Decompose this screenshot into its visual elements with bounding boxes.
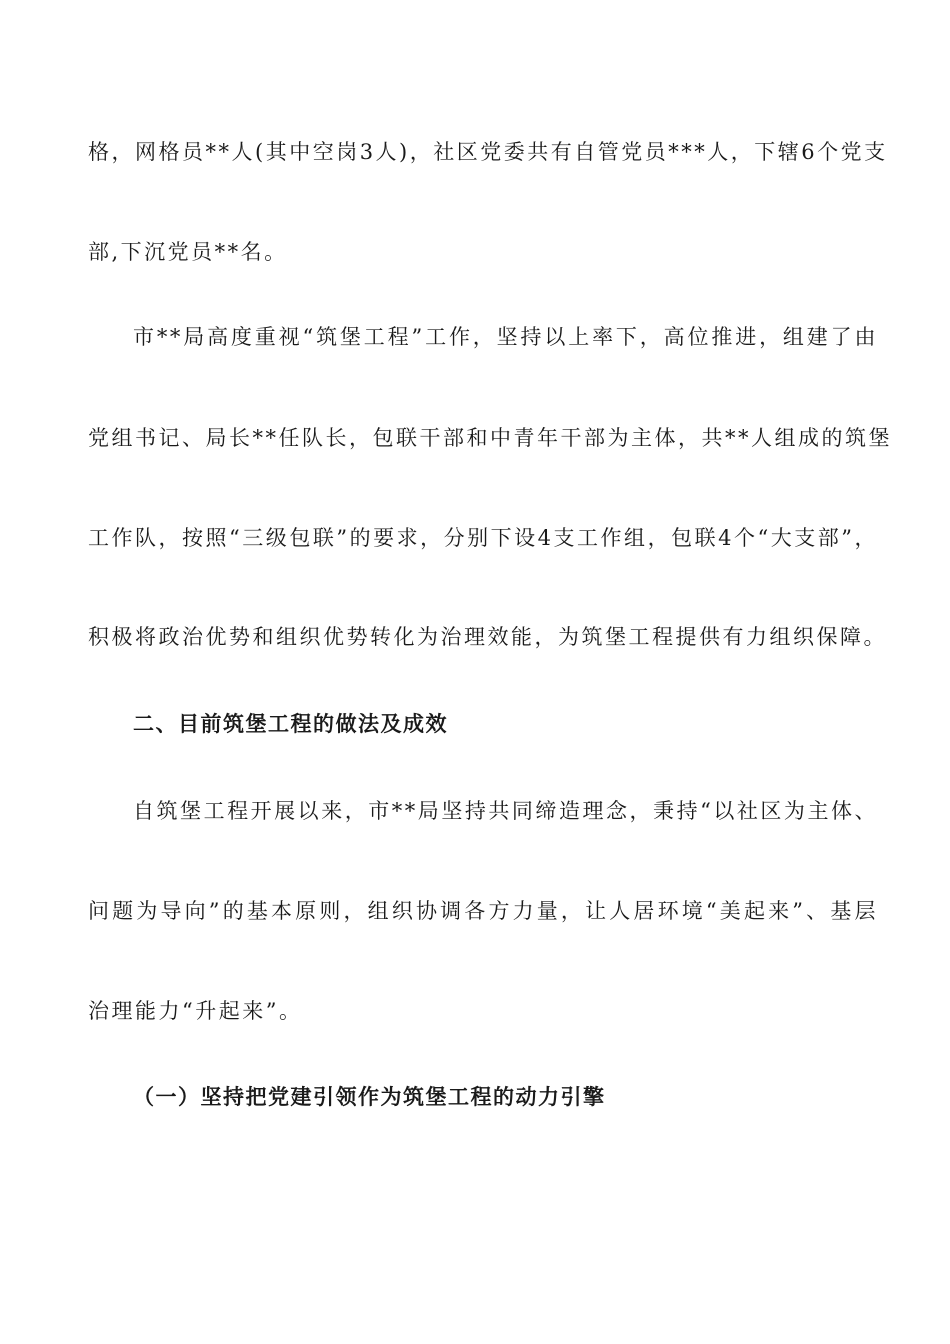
paragraph-3-line-1: 自筑堡工程开展以来，市**局坚持共同缔造理念，秉持“以社区为主体、 (133, 799, 878, 823)
paragraph-2-line-3: 工作队，按照“三级包联”的要求，分别下设4支工作组，包联4个“大支部”， (88, 526, 878, 550)
paragraph-3-line-2: 问题为导向”的基本原则，组织协调各方力量，让人居环境“美起来”、基层 (88, 899, 878, 923)
paragraph-1-line-2: 部,下沉党员**名。 (88, 240, 288, 264)
paragraph-2-line-4: 积极将政治优势和组织优势转化为治理效能，为筑堡工程提供有力组织保障。 (88, 625, 887, 649)
paragraph-2-line-2: 党组书记、局长**任队长，包联干部和中青年干部为主体，共**人组成的筑堡 (88, 426, 892, 450)
paragraph-1-line-1: 格，网格员**人(其中空岗3人)，社区党委共有自管党员***人，下辖6个党支 (88, 140, 888, 164)
paragraph-2-line-1: 市**局高度重视“筑堡工程”工作，坚持以上率下，高位推进，组建了由 (133, 325, 878, 349)
subsection-heading: （一）坚持把党建引领作为筑堡工程的动力引擎 (133, 1085, 606, 1109)
paragraph-3-line-3: 治理能力“升起来”。 (88, 999, 303, 1023)
section-heading: 二、目前筑堡工程的做法及成效 (133, 712, 448, 736)
